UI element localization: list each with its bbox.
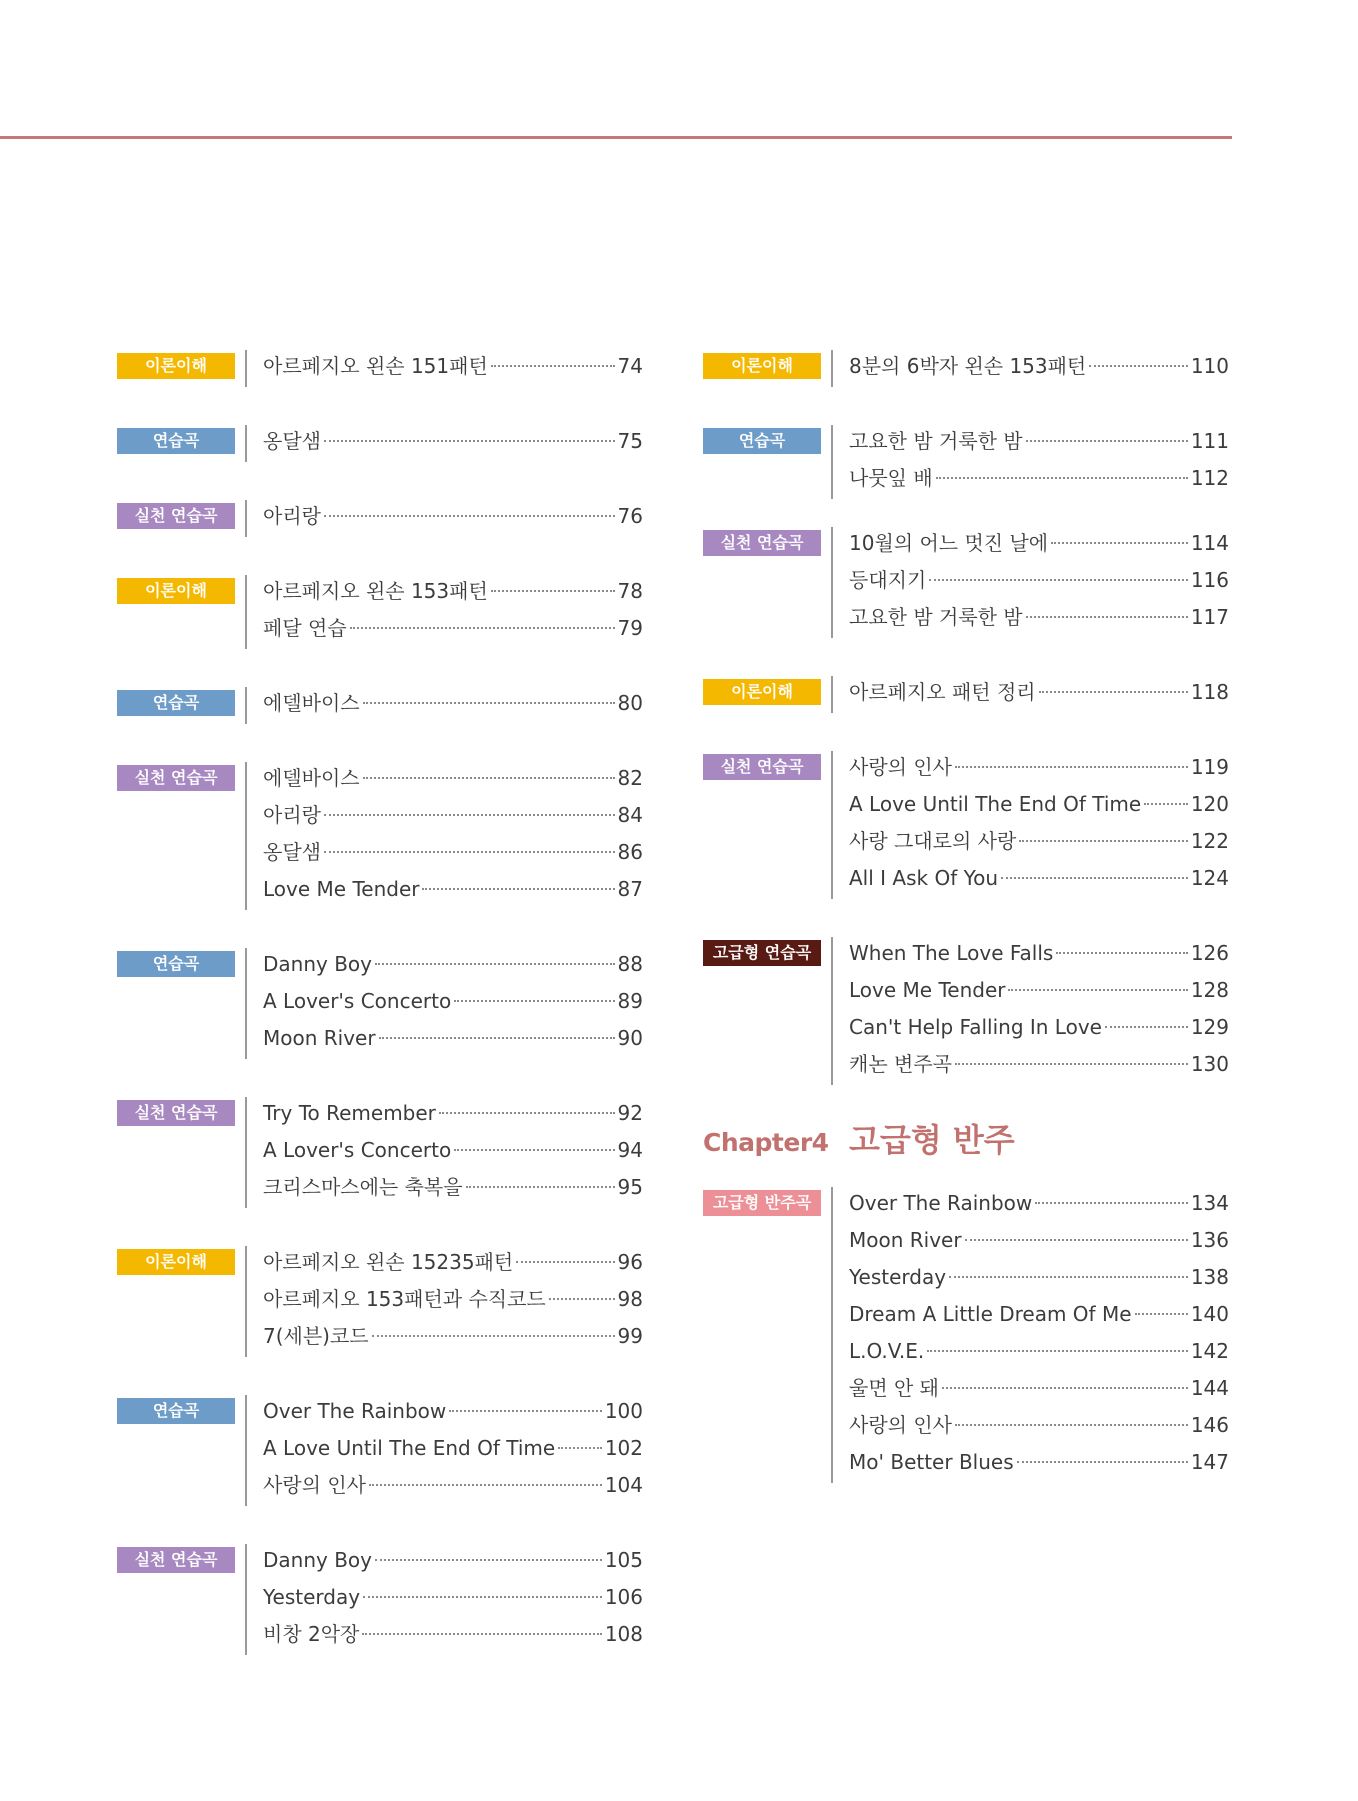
dot-leader bbox=[927, 1350, 1188, 1352]
entry-list bbox=[849, 1187, 1229, 1483]
entry-list bbox=[263, 575, 643, 649]
dot-leader bbox=[369, 1484, 602, 1486]
entry-title: Over The Rainbow bbox=[263, 1399, 447, 1423]
dot-leader bbox=[324, 515, 615, 517]
dot-leader bbox=[363, 702, 615, 704]
toc-entry[interactable] bbox=[263, 1618, 643, 1655]
page-number: 100 bbox=[604, 1399, 643, 1423]
entry-title: 아리랑 bbox=[263, 803, 321, 827]
entry-title: Love Me Tender bbox=[849, 978, 1006, 1002]
dot-leader bbox=[454, 1149, 614, 1151]
section-badge: 이론이해 bbox=[117, 353, 235, 379]
dot-leader bbox=[1135, 1313, 1188, 1315]
entry-title: 나뭇잎 배 bbox=[849, 466, 933, 490]
toc-entry[interactable] bbox=[263, 836, 643, 873]
dot-leader bbox=[1017, 1461, 1188, 1463]
toc-entry[interactable] bbox=[849, 1335, 1229, 1372]
entry-title: Danny Boy bbox=[263, 952, 372, 976]
dot-leader bbox=[491, 590, 615, 592]
section-divider-line bbox=[245, 687, 247, 724]
dot-leader bbox=[558, 1447, 602, 1449]
dot-leader bbox=[379, 1037, 615, 1039]
toc-entry[interactable] bbox=[263, 575, 643, 612]
entry-title: Love Me Tender bbox=[263, 877, 420, 901]
chapter-title: 고급형 반주 bbox=[849, 1121, 1015, 1159]
page-number: 108 bbox=[604, 1622, 643, 1646]
entry-title: When The Love Falls bbox=[849, 941, 1054, 965]
entry-title: A Love Until The End Of Time bbox=[849, 792, 1142, 816]
toc-section bbox=[117, 948, 643, 1059]
entry-title: 아르페지오 패턴 정리 bbox=[849, 680, 1036, 704]
dot-leader bbox=[955, 1063, 1188, 1065]
dot-leader bbox=[375, 963, 615, 965]
toc-section bbox=[703, 350, 1229, 387]
dot-leader bbox=[324, 814, 615, 816]
dot-leader bbox=[1008, 989, 1187, 991]
toc-entry[interactable] bbox=[849, 862, 1229, 899]
toc-entry[interactable] bbox=[263, 687, 643, 724]
dot-leader bbox=[491, 365, 615, 367]
page-number: 124 bbox=[1190, 866, 1229, 890]
entry-title: 사랑 그대로의 사랑 bbox=[849, 829, 1017, 853]
page-number: 111 bbox=[1190, 429, 1229, 453]
entry-title: Try To Remember bbox=[263, 1101, 436, 1125]
entry-title: 아르페지오 왼손 151패턴 bbox=[263, 354, 488, 378]
page-number: 120 bbox=[1190, 792, 1229, 816]
toc-left-column bbox=[117, 350, 643, 1655]
dot-leader bbox=[372, 1335, 615, 1337]
toc-section bbox=[703, 937, 1229, 1085]
toc-section bbox=[117, 1395, 643, 1506]
section-badge: 이론이해 bbox=[117, 1249, 235, 1275]
page-number: 96 bbox=[617, 1250, 643, 1274]
entry-list bbox=[263, 687, 643, 724]
dot-leader bbox=[324, 851, 615, 853]
page-number: 99 bbox=[617, 1324, 643, 1348]
toc-section bbox=[703, 1187, 1229, 1483]
dot-leader bbox=[1144, 803, 1188, 805]
entry-title: Over The Rainbow bbox=[849, 1191, 1033, 1215]
dot-leader bbox=[936, 477, 1188, 479]
dot-leader bbox=[1056, 952, 1187, 954]
entry-list bbox=[263, 425, 643, 462]
section-divider-line bbox=[831, 425, 833, 499]
page-number: 95 bbox=[617, 1175, 643, 1199]
dot-leader bbox=[439, 1112, 615, 1114]
entry-title: 7(세븐)코드 bbox=[263, 1324, 369, 1348]
dot-leader bbox=[1026, 440, 1188, 442]
toc-entry[interactable] bbox=[263, 985, 643, 1022]
toc-entry[interactable] bbox=[849, 751, 1229, 788]
entry-list bbox=[849, 527, 1229, 638]
toc-entry[interactable] bbox=[263, 1171, 643, 1208]
page-number: 138 bbox=[1190, 1265, 1229, 1289]
toc-entry[interactable] bbox=[263, 762, 643, 799]
toc-entry[interactable] bbox=[263, 1097, 643, 1134]
entry-title: 에델바이스 bbox=[263, 766, 360, 790]
toc-entry[interactable] bbox=[849, 1298, 1229, 1335]
page-number: 90 bbox=[617, 1026, 643, 1050]
section-badge: 연습곡 bbox=[117, 690, 235, 716]
dot-leader bbox=[449, 1410, 602, 1412]
section-divider-line bbox=[245, 948, 247, 1059]
section-divider-line bbox=[831, 350, 833, 387]
page-number: 86 bbox=[617, 840, 643, 864]
page-number: 102 bbox=[604, 1436, 643, 1460]
section-divider-line bbox=[831, 527, 833, 638]
toc-entry[interactable] bbox=[849, 1372, 1229, 1409]
page-number: 88 bbox=[617, 952, 643, 976]
toc-entry[interactable] bbox=[263, 873, 643, 910]
toc-entry[interactable] bbox=[263, 1022, 643, 1059]
page-number: 114 bbox=[1190, 531, 1229, 555]
page-number: 136 bbox=[1190, 1228, 1229, 1252]
entry-title: 에델바이스 bbox=[263, 691, 360, 715]
dot-leader bbox=[1051, 542, 1188, 544]
entry-list bbox=[849, 751, 1229, 899]
toc-entry[interactable] bbox=[849, 1261, 1229, 1298]
toc-right-column bbox=[703, 350, 1229, 1483]
toc-entry[interactable] bbox=[849, 1011, 1229, 1048]
toc-entry[interactable] bbox=[263, 1134, 643, 1171]
entry-title: Dream A Little Dream Of Me bbox=[849, 1302, 1132, 1326]
page-number: 78 bbox=[617, 579, 643, 603]
page-number: 119 bbox=[1190, 755, 1229, 779]
entry-title: All I Ask Of You bbox=[849, 866, 999, 890]
entry-title: L.O.V.E. bbox=[849, 1339, 925, 1363]
page-number: 76 bbox=[617, 504, 643, 528]
page-number: 87 bbox=[617, 877, 643, 901]
header-rule bbox=[0, 136, 1232, 139]
entry-title: 아르페지오 153패턴과 수직코드 bbox=[263, 1287, 546, 1311]
toc-entry[interactable] bbox=[263, 1283, 643, 1320]
toc-entry[interactable] bbox=[263, 425, 643, 462]
entry-list bbox=[849, 350, 1229, 387]
page-number: 117 bbox=[1190, 605, 1229, 629]
entry-title: 비창 2악장 bbox=[263, 1622, 360, 1646]
toc-section bbox=[117, 575, 643, 649]
entry-title: Moon River bbox=[849, 1228, 962, 1252]
chapter-heading bbox=[703, 1115, 1229, 1159]
page-number: 146 bbox=[1190, 1413, 1229, 1437]
section-badge: 고급형 연습곡 bbox=[703, 940, 821, 966]
page-number: 74 bbox=[617, 354, 643, 378]
section-divider-line bbox=[245, 425, 247, 462]
page-number: 144 bbox=[1190, 1376, 1229, 1400]
entry-list bbox=[263, 1246, 643, 1357]
section-divider-line bbox=[831, 937, 833, 1085]
entry-title: Mo' Better Blues bbox=[849, 1450, 1014, 1474]
page-number: 106 bbox=[604, 1585, 643, 1609]
section-badge: 실천 연습곡 bbox=[703, 530, 821, 556]
entry-title: Can't Help Falling In Love bbox=[849, 1015, 1102, 1039]
entry-title: 크리스마스에는 축복을 bbox=[263, 1175, 463, 1199]
entry-title: Yesterday bbox=[849, 1265, 947, 1289]
toc-section bbox=[703, 425, 1229, 499]
dot-leader bbox=[362, 1633, 601, 1635]
entry-title: 사랑의 인사 bbox=[263, 1473, 366, 1497]
entry-list bbox=[849, 937, 1229, 1085]
section-divider-line bbox=[245, 1544, 247, 1655]
page-number: 110 bbox=[1190, 354, 1229, 378]
section-divider-line bbox=[245, 1246, 247, 1357]
dot-leader bbox=[1105, 1026, 1188, 1028]
page-number: 129 bbox=[1190, 1015, 1229, 1039]
section-badge: 실천 연습곡 bbox=[703, 754, 821, 780]
dot-leader bbox=[324, 440, 615, 442]
entry-list bbox=[263, 1395, 643, 1506]
entry-list bbox=[263, 350, 643, 387]
section-divider-line bbox=[245, 762, 247, 910]
section-badge: 연습곡 bbox=[703, 428, 821, 454]
dot-leader bbox=[965, 1239, 1188, 1241]
section-badge: 이론이해 bbox=[117, 578, 235, 604]
section-divider-line bbox=[245, 1097, 247, 1208]
toc-entry[interactable] bbox=[263, 350, 643, 387]
toc-entry[interactable] bbox=[849, 1224, 1229, 1261]
entry-title: 등대지기 bbox=[849, 568, 927, 592]
toc-entry[interactable] bbox=[849, 462, 1229, 499]
page-number: 130 bbox=[1190, 1052, 1229, 1076]
entry-title: 사랑의 인사 bbox=[849, 1413, 952, 1437]
toc-section bbox=[703, 676, 1229, 713]
entry-title: Moon River bbox=[263, 1026, 376, 1050]
toc-section bbox=[117, 762, 643, 910]
dot-leader bbox=[363, 777, 615, 779]
toc-entry[interactable] bbox=[263, 799, 643, 836]
toc-entry[interactable] bbox=[849, 937, 1229, 974]
page-number: 122 bbox=[1190, 829, 1229, 853]
page-number: 112 bbox=[1190, 466, 1229, 490]
toc-right-top bbox=[703, 350, 1229, 1085]
toc-entry[interactable] bbox=[849, 1187, 1229, 1224]
toc-entry[interactable] bbox=[263, 500, 643, 537]
toc-section bbox=[117, 1246, 643, 1357]
toc-entry[interactable] bbox=[849, 788, 1229, 825]
section-badge: 연습곡 bbox=[117, 428, 235, 454]
toc-right-bottom bbox=[703, 1187, 1229, 1483]
toc-entry[interactable] bbox=[263, 1246, 643, 1283]
section-divider-line bbox=[245, 500, 247, 537]
toc-section bbox=[703, 751, 1229, 899]
chapter-number: Chapter4 bbox=[703, 1128, 829, 1157]
dot-leader bbox=[350, 627, 615, 629]
entry-title: Danny Boy bbox=[263, 1548, 372, 1572]
page-number: 105 bbox=[604, 1548, 643, 1572]
entry-list bbox=[263, 948, 643, 1059]
section-badge: 이론이해 bbox=[703, 679, 821, 705]
entry-title: 10월의 어느 멋진 날에 bbox=[849, 531, 1049, 555]
page-number: 82 bbox=[617, 766, 643, 790]
toc-entry[interactable] bbox=[849, 601, 1229, 638]
entry-title: 사랑의 인사 bbox=[849, 755, 952, 779]
page-number: 80 bbox=[617, 691, 643, 715]
toc-entry[interactable] bbox=[849, 425, 1229, 462]
toc-entry[interactable] bbox=[263, 1544, 643, 1581]
toc-section bbox=[117, 1544, 643, 1655]
toc-entry[interactable] bbox=[263, 612, 643, 649]
entry-title: 고요한 밤 거룩한 밤 bbox=[849, 605, 1023, 629]
entry-list bbox=[849, 425, 1229, 499]
dot-leader bbox=[422, 888, 614, 890]
toc-entry[interactable] bbox=[263, 1320, 643, 1357]
page-number: 94 bbox=[617, 1138, 643, 1162]
entry-title: 고요한 밤 거룩한 밤 bbox=[849, 429, 1023, 453]
entry-list bbox=[263, 762, 643, 910]
toc-entry[interactable] bbox=[849, 974, 1229, 1011]
dot-leader bbox=[1019, 840, 1188, 842]
entry-list bbox=[849, 676, 1229, 713]
page-number: 116 bbox=[1190, 568, 1229, 592]
entry-title: A Lover's Concerto bbox=[263, 1138, 452, 1162]
dot-leader bbox=[549, 1298, 615, 1300]
toc-entry[interactable] bbox=[849, 350, 1229, 387]
section-badge: 실천 연습곡 bbox=[117, 1547, 235, 1573]
dot-leader bbox=[942, 1387, 1188, 1389]
toc-entry[interactable] bbox=[849, 1409, 1229, 1446]
entry-title: A Love Until The End Of Time bbox=[263, 1436, 556, 1460]
page-number: 126 bbox=[1190, 941, 1229, 965]
entry-title: A Lover's Concerto bbox=[263, 989, 452, 1013]
toc-entry[interactable] bbox=[849, 1446, 1229, 1483]
section-badge: 실천 연습곡 bbox=[117, 1100, 235, 1126]
entry-list bbox=[263, 1544, 643, 1655]
toc-entry[interactable] bbox=[263, 948, 643, 985]
page-number: 75 bbox=[617, 429, 643, 453]
dot-leader bbox=[949, 1276, 1188, 1278]
page-number: 98 bbox=[617, 1287, 643, 1311]
toc-entry[interactable] bbox=[849, 1048, 1229, 1085]
page-number: 79 bbox=[617, 616, 643, 640]
section-divider-line bbox=[245, 1395, 247, 1506]
dot-leader bbox=[516, 1261, 614, 1263]
toc-entry[interactable] bbox=[263, 1581, 643, 1618]
section-divider-line bbox=[245, 575, 247, 649]
dot-leader bbox=[1089, 365, 1188, 367]
section-divider-line bbox=[245, 350, 247, 387]
section-divider-line bbox=[831, 676, 833, 713]
page-number: 84 bbox=[617, 803, 643, 827]
dot-leader bbox=[1001, 877, 1188, 879]
toc-section bbox=[117, 500, 643, 537]
entry-list bbox=[263, 1097, 643, 1208]
toc-section bbox=[117, 350, 643, 387]
section-badge: 연습곡 bbox=[117, 1398, 235, 1424]
entry-title: 8분의 6박자 왼손 153패턴 bbox=[849, 354, 1087, 378]
dot-leader bbox=[375, 1559, 602, 1561]
toc-section bbox=[117, 687, 643, 724]
dot-leader bbox=[454, 1000, 614, 1002]
section-divider-line bbox=[831, 751, 833, 899]
toc-entry[interactable] bbox=[263, 1395, 643, 1432]
entry-title: 아리랑 bbox=[263, 504, 321, 528]
page-number: 104 bbox=[604, 1473, 643, 1497]
dot-leader bbox=[1035, 1202, 1188, 1204]
entry-title: 옹달샘 bbox=[263, 429, 321, 453]
dot-leader bbox=[955, 766, 1188, 768]
section-badge: 실천 연습곡 bbox=[117, 765, 235, 791]
section-badge: 연습곡 bbox=[117, 951, 235, 977]
page-number: 89 bbox=[617, 989, 643, 1013]
toc-section bbox=[117, 1097, 643, 1208]
dot-leader bbox=[955, 1424, 1188, 1426]
page-number: 140 bbox=[1190, 1302, 1229, 1326]
toc-entry[interactable] bbox=[849, 564, 1229, 601]
toc-entry[interactable] bbox=[849, 527, 1229, 564]
toc-entry[interactable] bbox=[849, 825, 1229, 862]
entry-list bbox=[263, 500, 643, 537]
dot-leader bbox=[363, 1596, 602, 1598]
toc-section bbox=[117, 425, 643, 462]
page-number: 147 bbox=[1190, 1450, 1229, 1474]
page-number: 118 bbox=[1190, 680, 1229, 704]
page-number: 128 bbox=[1190, 978, 1229, 1002]
section-badge: 이론이해 bbox=[703, 353, 821, 379]
entry-title: 아르페지오 왼손 153패턴 bbox=[263, 579, 488, 603]
toc-entry[interactable] bbox=[263, 1469, 643, 1506]
toc-section bbox=[703, 527, 1229, 638]
section-divider-line bbox=[831, 1187, 833, 1483]
entry-title: 페달 연습 bbox=[263, 616, 347, 640]
toc-entry[interactable] bbox=[263, 1432, 643, 1469]
dot-leader bbox=[1026, 616, 1188, 618]
dot-leader bbox=[466, 1186, 615, 1188]
toc-entry[interactable] bbox=[849, 676, 1229, 713]
dot-leader bbox=[1039, 691, 1188, 693]
section-badge: 고급형 반주곡 bbox=[703, 1190, 821, 1216]
section-badge: 실천 연습곡 bbox=[117, 503, 235, 529]
dot-leader bbox=[929, 579, 1188, 581]
page-number: 92 bbox=[617, 1101, 643, 1125]
entry-title: Yesterday bbox=[263, 1585, 361, 1609]
entry-title: 아르페지오 왼손 15235패턴 bbox=[263, 1250, 514, 1274]
entry-title: 캐논 변주곡 bbox=[849, 1052, 952, 1076]
entry-title: 옹달샘 bbox=[263, 840, 321, 864]
page-number: 142 bbox=[1190, 1339, 1229, 1363]
entry-title: 울면 안 돼 bbox=[849, 1376, 939, 1400]
page-number: 134 bbox=[1190, 1191, 1229, 1215]
